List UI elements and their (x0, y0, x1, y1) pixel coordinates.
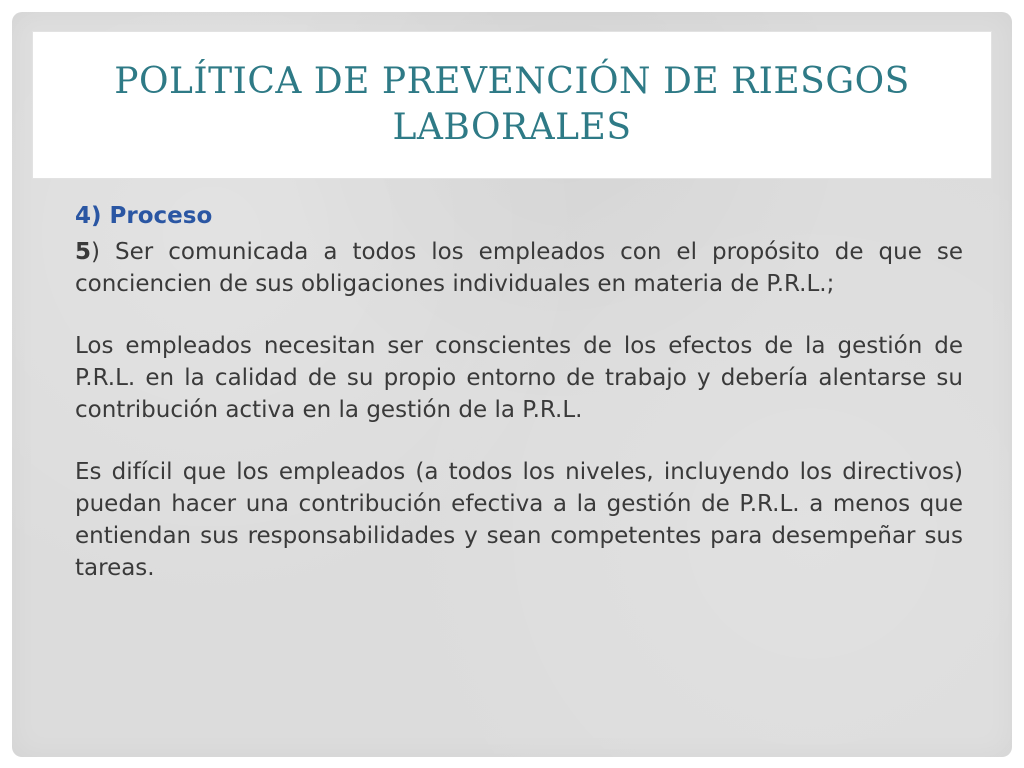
slide (12, 12, 1012, 757)
section-heading: 4) Proceso (75, 203, 213, 229)
title-box (32, 31, 992, 179)
slide-content (75, 200, 963, 584)
item-paragraph (75, 236, 963, 300)
slide-title: POLÍTICA DE PREVENCIÓN DE RIESGOS LABORALES (114, 61, 910, 148)
item-text: ) Ser comunicada a todos los empleados con el propósito de que se conciencien de sus obligaciones individuales en materia de P.R.L.; (75, 239, 963, 297)
body-paragraph-2: Es difícil que los empleados (a todos los niveles, incluyendo los directivos) puedan hacer una contribución efectiva a la gestión de P.R.L. a menos que entiendan sus responsabilidades y sean competentes para desempeñar sus tareas. (75, 459, 963, 581)
item-number: 5 (75, 239, 92, 265)
body-paragraph-1: Los empleados necesitan ser conscientes de los efectos de la gestión de P.R.L. en la calidad de su propio entorno de trabajo y debería alentarse su contribución activa en la gestión de la P.R.L. (75, 333, 963, 423)
